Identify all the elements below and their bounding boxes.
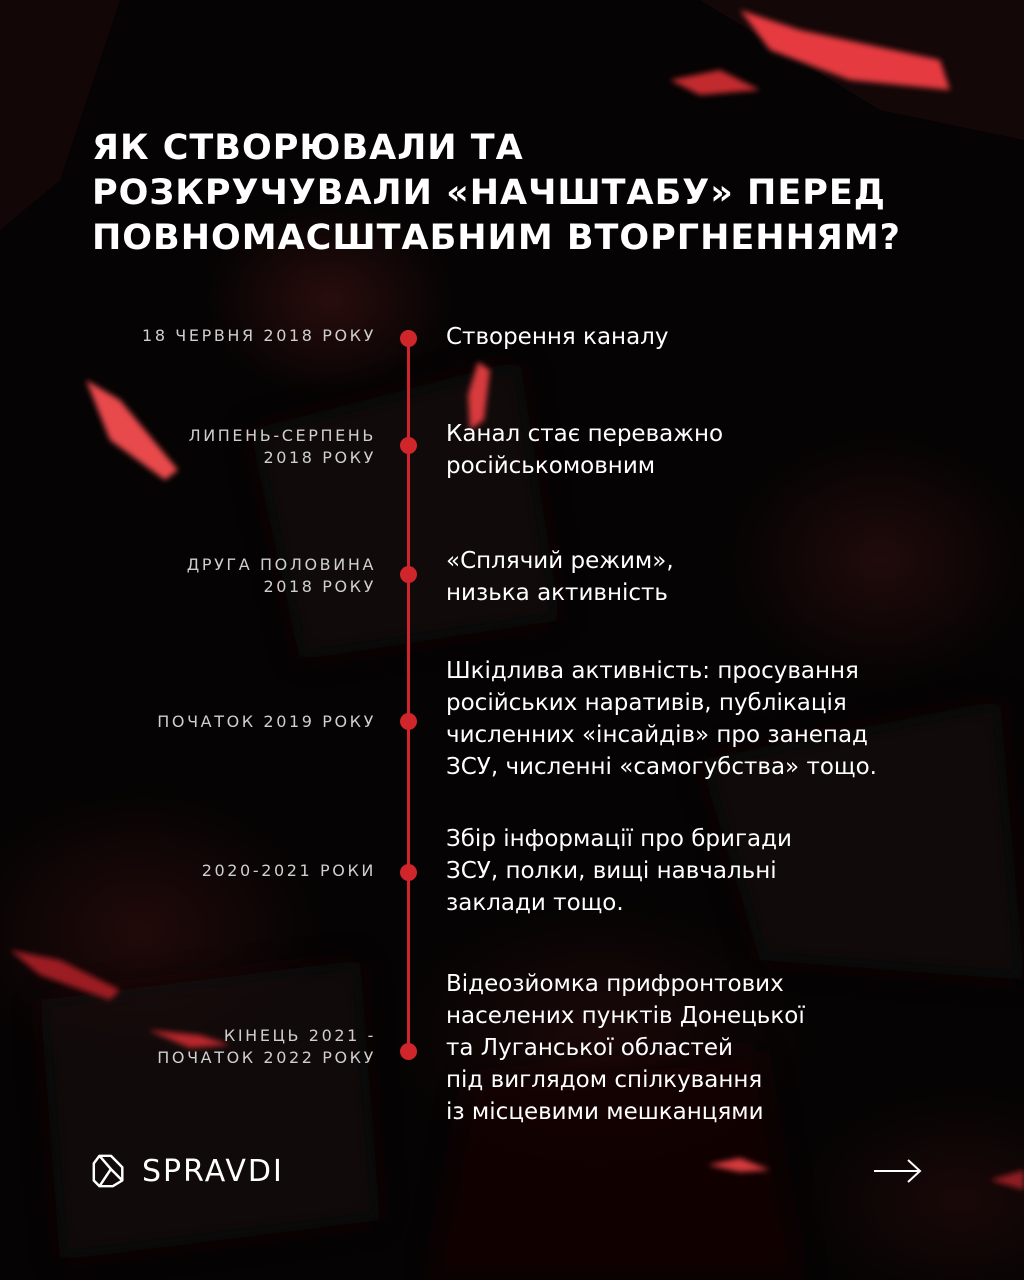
timeline-text-line: низька активність (446, 580, 668, 606)
timeline-date-line: 2020-2021 РОКИ (201, 861, 376, 880)
spravdi-logo-icon (90, 1152, 128, 1190)
timeline-date-line: КІНЕЦЬ 2021 - (223, 1026, 376, 1045)
timeline-description (446, 655, 986, 783)
timeline-text-line: із місцевими мешканцями (446, 1099, 764, 1125)
timeline-date (157, 1025, 376, 1069)
timeline-description (446, 418, 986, 482)
timeline-date (157, 711, 376, 733)
timeline-date-line: ПОЧАТОК 2019 РОКУ (157, 712, 376, 731)
title-line: ЯК СТВОРЮВАЛИ ТА (92, 128, 524, 168)
timeline-dot (400, 1043, 417, 1060)
timeline-text-line: численних «інсайдів» про занепад (446, 722, 868, 748)
timeline-date (189, 425, 376, 469)
timeline-date-line: ПОЧАТОК 2022 РОКУ (157, 1048, 376, 1067)
page-title (92, 126, 972, 261)
timeline-dot (400, 566, 417, 583)
timeline-date (142, 325, 376, 347)
timeline-text-line: заклади тощо. (446, 890, 624, 916)
timeline-date (187, 554, 376, 598)
timeline-text-line: ЗСУ, полки, вищі навчальні (446, 858, 777, 884)
timeline-description (446, 823, 986, 919)
timeline-dot (400, 713, 417, 730)
timeline-text-line: Відеозйомка прифронтових (446, 971, 784, 997)
timeline-text-line: Шкідлива активність: просування (446, 658, 859, 684)
timeline-text-line: «Сплячий режим», (446, 548, 674, 574)
timeline-text-line: ЗСУ, численні «самогубства» тощо. (446, 754, 877, 780)
timeline-text-line: населених пунктів Донецької (446, 1003, 805, 1029)
brand-logo (90, 1150, 284, 1192)
timeline-text-line: Збір інформації про бригади (446, 826, 792, 852)
timeline-date-line: 2018 РОКУ (263, 448, 376, 467)
timeline-text-line: Створення каналу (446, 324, 669, 350)
title-line: РОЗКРУЧУВАЛИ «НАЧШТАБУ» ПЕРЕД (92, 173, 886, 213)
timeline-description (446, 545, 986, 609)
timeline-date (202, 860, 376, 882)
timeline-text-line: та Луганської областей (446, 1035, 733, 1061)
timeline-dot (400, 330, 417, 347)
title-line: ПОВНОМАСШТАБНИМ ВТОРГНЕННЯМ? (92, 218, 901, 258)
arrow-right-icon[interactable] (872, 1156, 924, 1186)
timeline-dot (400, 864, 417, 881)
timeline-dot (400, 437, 417, 454)
timeline-description (446, 968, 986, 1128)
timeline-text-line: Канал стає переважно (446, 421, 724, 447)
timeline-text-line: російськомовним (446, 453, 656, 479)
timeline-text-line: російських наративів, публікація (446, 690, 847, 716)
timeline-date-line: ДРУГА ПОЛОВИНА (186, 555, 376, 574)
timeline-text-line: під виглядом спілкування (446, 1067, 763, 1093)
brand-name: SPRAVDI (142, 1153, 284, 1189)
timeline-description (446, 321, 986, 353)
timeline-date-line: 2018 РОКУ (263, 577, 376, 596)
timeline-date-line: 18 ЧЕРВНЯ 2018 РОКУ (142, 326, 376, 345)
timeline-date-line: ЛИПЕНЬ-СЕРПЕНЬ (188, 426, 376, 445)
